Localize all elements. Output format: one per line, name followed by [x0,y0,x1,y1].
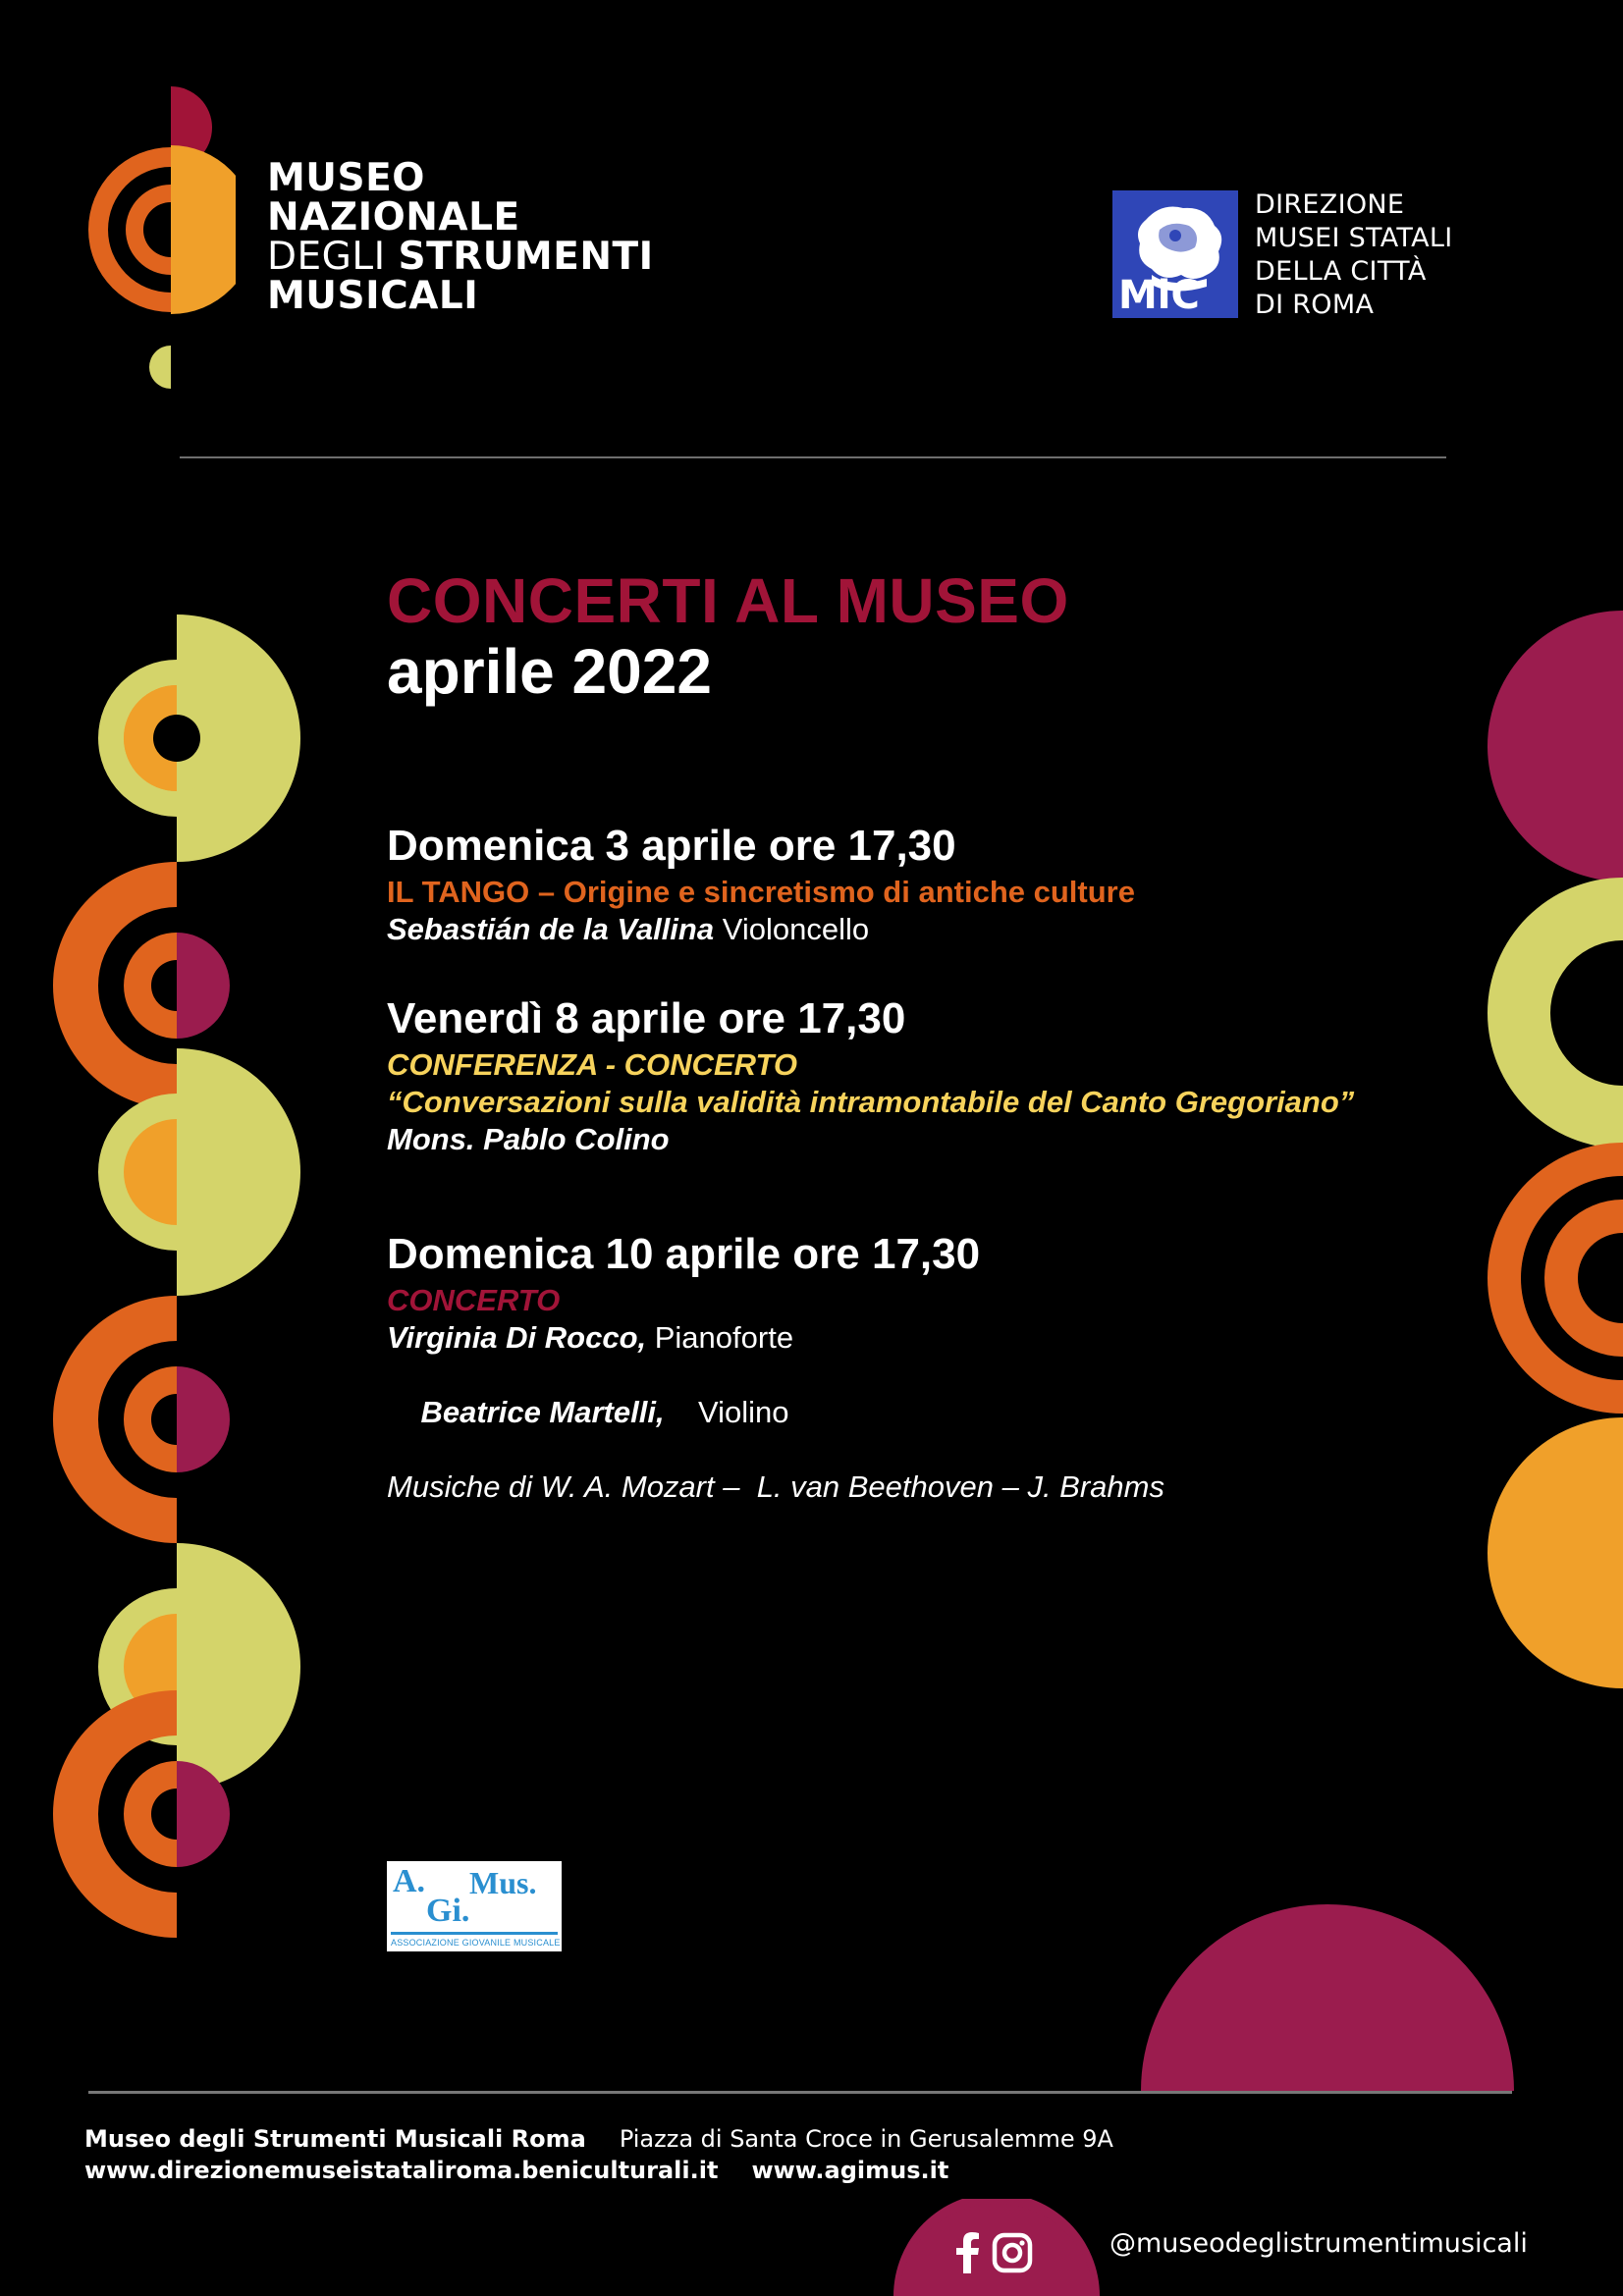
footer-address: Piazza di Santa Croce in Gerusalemme 9A [619,2125,1113,2153]
mic-mark-text: MiC [1118,273,1200,318]
event-type: CONCERTO [387,1283,561,1317]
mic-line-3: DELLA CITTÀ [1255,256,1427,287]
event-type: CONFERENZA - CONCERTO [387,1047,797,1082]
footer [84,2123,1113,2186]
performer-name: Virginia Di Rocco, [387,1320,647,1355]
logo-line-1: MUSEO [267,156,425,200]
event-date: Domenica 3 aprile ore 17,30 [387,822,956,870]
logo-line-3a: DEGLI [267,235,399,279]
agimus-a: A. [393,1863,426,1899]
event-2 [387,995,1354,1158]
mic-text [1255,188,1452,322]
footer-divider [88,2091,1512,2094]
logo-line-2: NAZIONALE [267,195,520,240]
performer-name: Sebastián de la Vallina [387,912,715,946]
mic-logo [1112,190,1238,318]
page-subtitle: aprile 2022 [387,636,712,707]
logo-line-3b: STRUMENTI [398,235,654,279]
footer-agimus-link[interactable]: www.agimus.it [751,2157,949,2184]
right-decoration [1483,609,1623,1688]
event-program: “Conversazioni sulla validità intramontabile del Canto Gregoriano” [387,1085,1355,1119]
event-performer-line [387,1319,1164,1357]
mic-line-1: DIREZIONE [1255,189,1405,220]
instagram-icon[interactable] [992,2232,1033,2273]
header-divider [180,456,1446,458]
museo-logo-wordmark [267,156,654,318]
social-handle[interactable]: @museodeglistrumentimusicali [1109,2228,1528,2259]
event-3 [387,1231,1164,1506]
event-program: IL TANGO – Origine e sincretismo di antiche culture [387,875,1135,909]
event-performer-line [387,911,1135,948]
event-music: Musiche di W. A. Mozart – L. van Beethoven – J. Brahms [387,1469,1164,1504]
poster-heading [387,565,1467,707]
footer-website-link[interactable]: www.direzionemuseistataliroma.beniculturali.it [84,2157,719,2184]
event-date: Venerdì 8 aprile ore 17,30 [387,994,906,1042]
performer-instrument: Violino [664,1395,789,1429]
mic-line-4: DI ROMA [1255,290,1375,320]
left-decoration [49,611,304,1946]
event-1 [387,823,1135,948]
agimus-gi: Gi. [426,1893,470,1929]
performer-instrument: Violoncello [714,912,870,946]
footer-museum-name: Museo degli Strumenti Musicali Roma [84,2125,586,2153]
performer-name: Beatrice Martelli, [420,1395,665,1429]
logo-line-4: MUSICALI [267,274,479,318]
event-date: Domenica 10 aprile ore 17,30 [387,1230,981,1278]
page-title: CONCERTI AL MUSEO [387,565,1069,636]
agimus-bar [391,1932,558,1935]
bottom-decoration [1141,1904,1514,2091]
event-performer-line [387,1357,1164,1468]
agimus-logo [387,1861,562,1951]
mic-line-2: MUSEI STATALI [1255,223,1453,253]
performer-name: Mons. Pablo Colino [387,1122,670,1156]
museo-logo-mark [79,84,236,399]
facebook-icon[interactable] [952,2232,982,2273]
performer-instrument: Pianoforte [646,1320,794,1355]
agimus-mus: Mus. [469,1865,537,1900]
agimus-caption: ASSOCIAZIONE GIOVANILE MUSICALE [391,1938,561,1948]
